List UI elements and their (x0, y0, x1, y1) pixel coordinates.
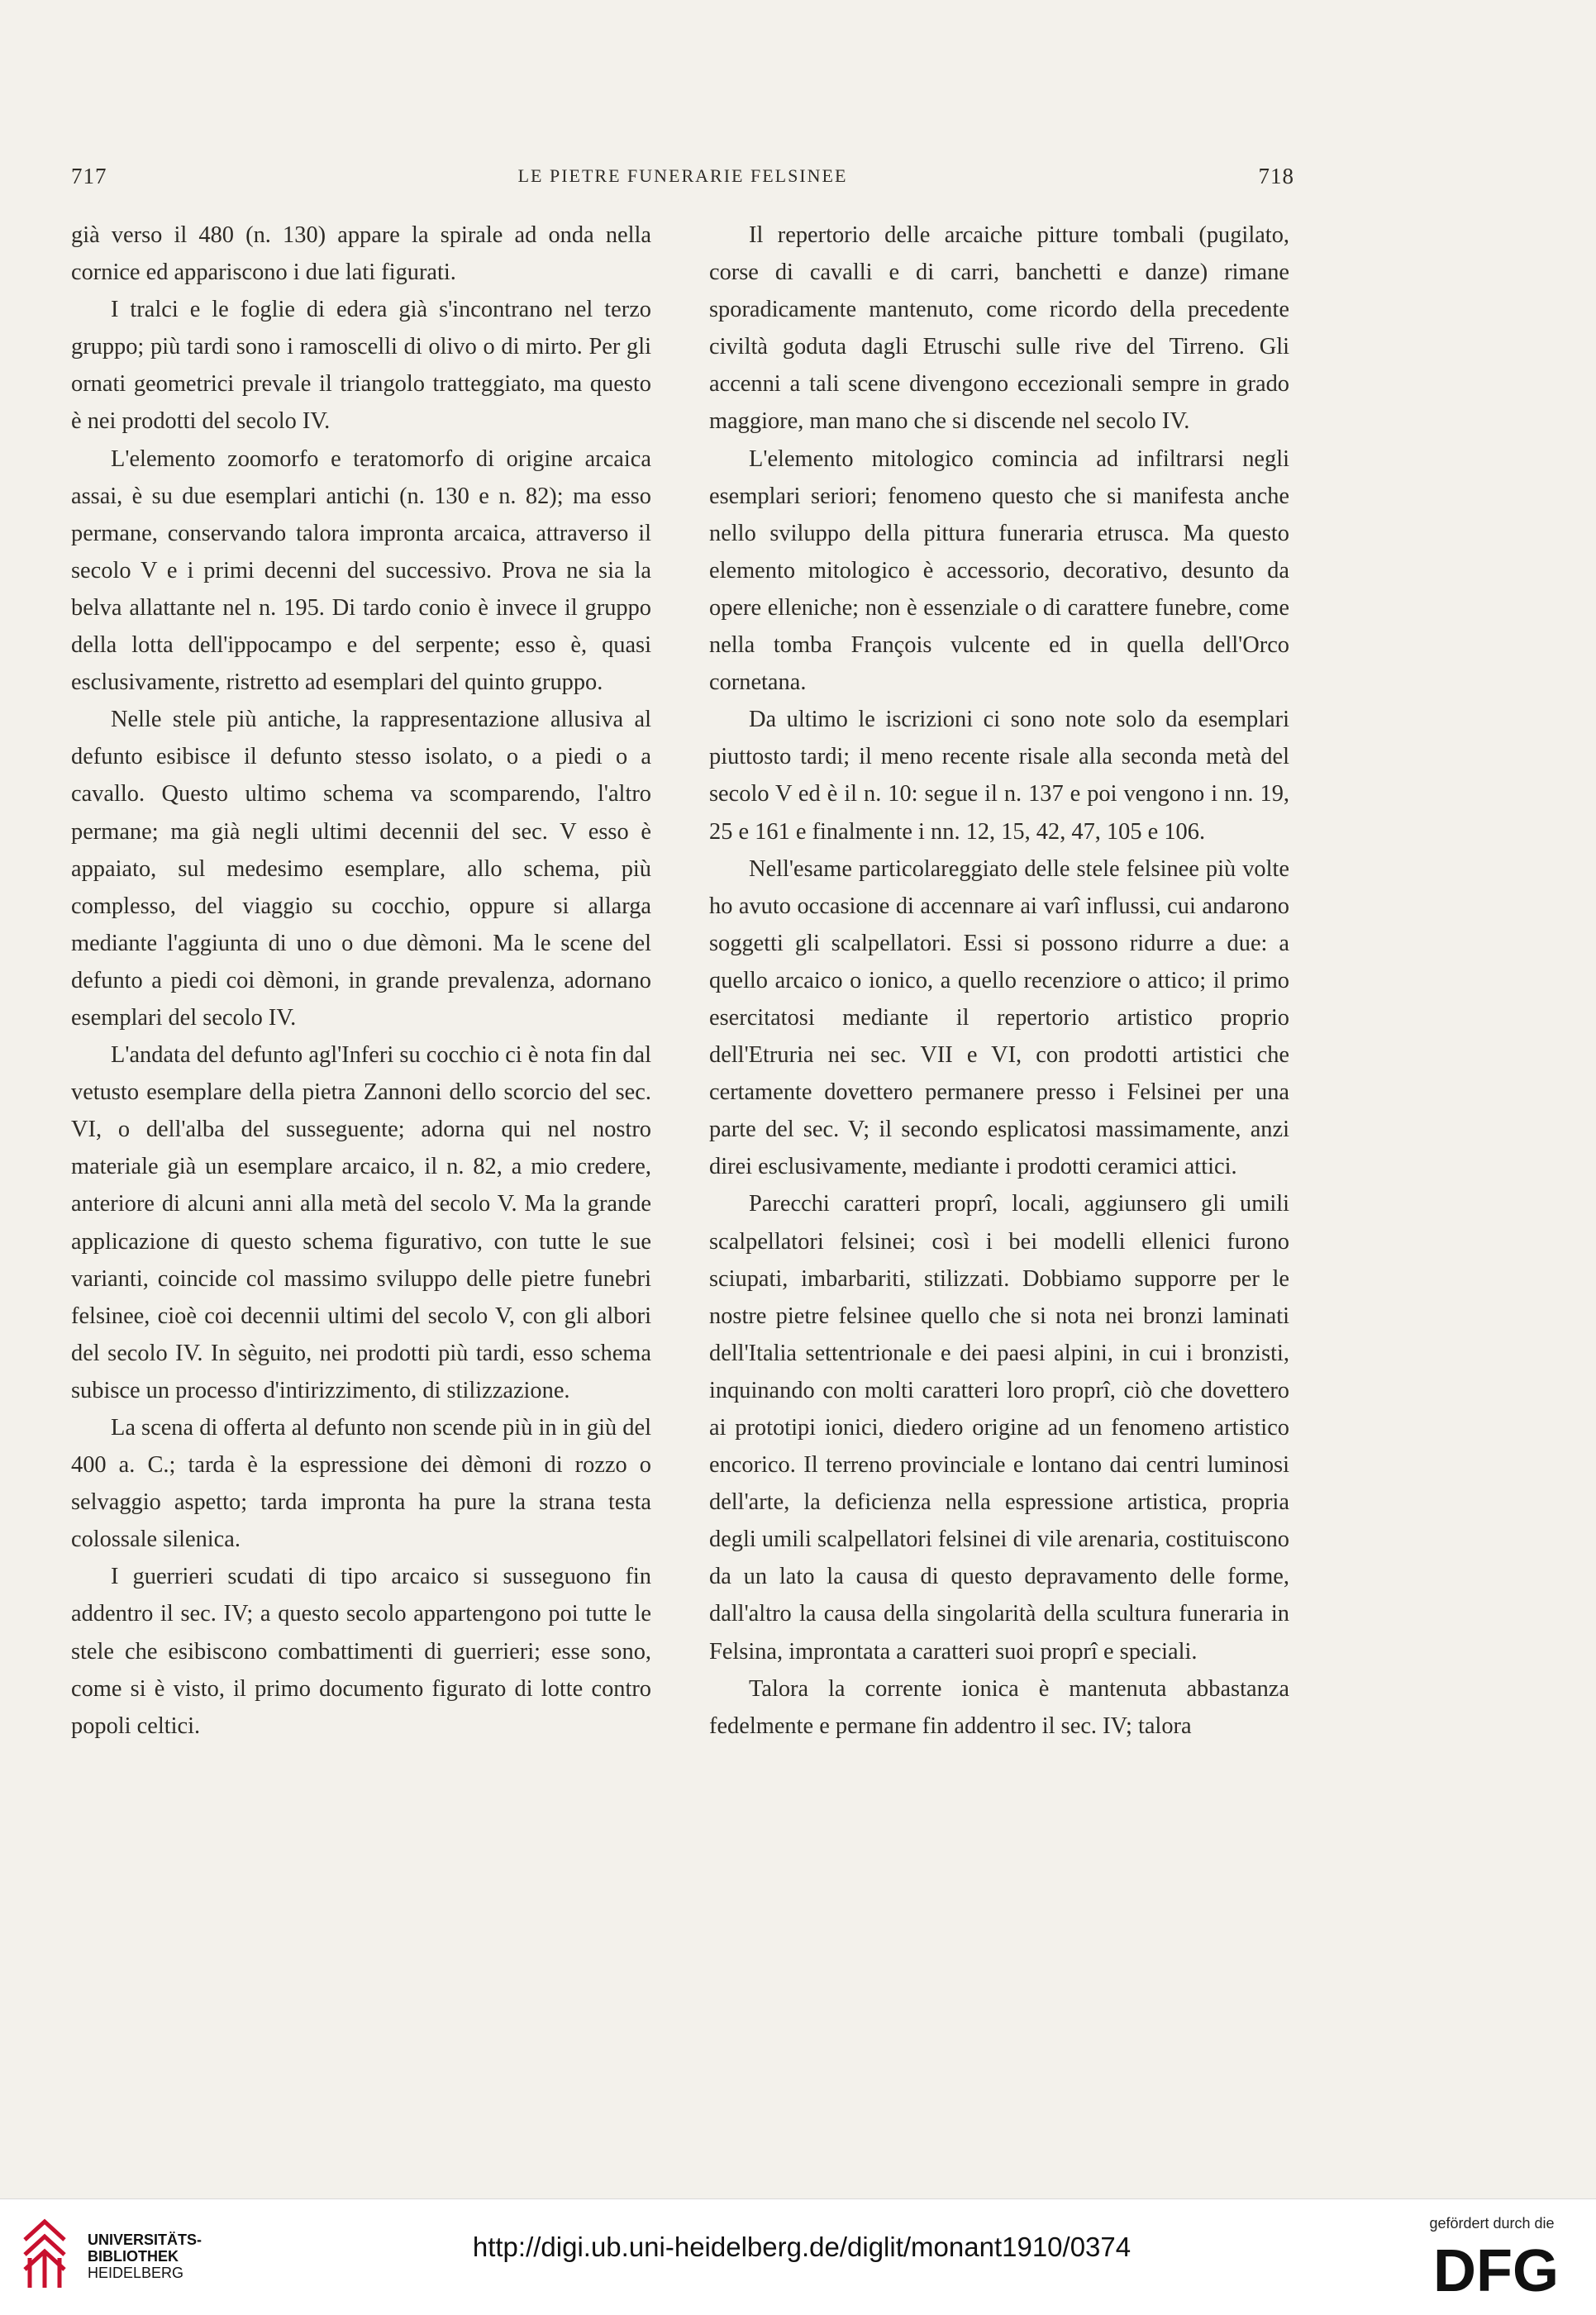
left-text-column (71, 217, 651, 1745)
library-emblem-icon (20, 2215, 78, 2294)
left-page-number: 717 (71, 164, 107, 188)
paragraph: La scena di offerta al defunto non scende più in in giù del 400 a. C.; tarda è la espressione dei dèmoni di rozzo o selvaggio aspetto; tarda impronta ha pure la strana testa colossale silenica. (71, 1415, 651, 1553)
paragraph: L'andata del defunto agl'Inferi su cocchio ci è nota fin dal vetusto esemplare della pietra Zannoni dello scorcio del sec. VI, o dell'alba del susseguente; adorna qui nel nostro materiale già un esemplare arcaico, il n. 82, a mio credere, anteriore di alcuni anni alla metà del secolo V. Ma la grande applicazione di questo schema figurativo, con tutte le sue varianti, coincide col massimo sviluppo delle pietre funebri felsinee, cioè coi decennii ultimi del secolo V, con gli albori del secolo IV. In sèguito, nei prodotti più tardi, esso schema subisce un processo d'intirizzimento, di stilizzazione. (71, 1042, 651, 1403)
university-library-logo[interactable] (20, 2213, 218, 2296)
paragraph: Talora la corrente ionica è mantenuta abbastanza fedelmente e permane fin addentro il sec. IV; talora (709, 1675, 1289, 1739)
funder-text: DFG (1433, 2241, 1559, 2296)
running-title: LE PIETRE FUNERARIE FELSINEE (517, 165, 848, 186)
paragraph: Parecchi caratteri proprî, locali, aggiunsero gli umili scalpellatori felsinei; così i bei modelli ellenici furono sciupati, imbarbariti, stilizzati. Dobbiamo supporre per le nostre pietre felsinee quello che si nota nei bronzi laminati dell'Italia settentrionale e dei paesi alpini, in cui i bronzisti, inquinando con molti caratteri loro proprî, ciò che dovettero ai prototipi ionici, diedero origine ad un fenomeno artistico encorico. Il terreno provinciale e lontano dai centri luminosi dell'arte, la deficienza nella espressione artistica, propria degli umili scalpellatori felsinei di vile arenaria, costituiscono da un lato la causa di questo depravamento delle forme, dall'altro la causa della singolarità della scultura funeraria in Felsina, improntata a caratteri suoi proprî e speciali. (709, 1191, 1289, 1665)
library-name-line: HEIDELBERG (88, 2265, 184, 2281)
paragraph: L'elemento mitologico comincia ad infiltrarsi negli esemplari seriori; fenomeno questo che si manifesta anche nello sviluppo della pittura funeraria etrusca. Ma questo elemento mitologico è accessorio, decorativo, desunto da opere elleniche; non è essenziale o di carattere funebre, come nella tomba François vulcente ed in quella dell'Orco cornetana. (709, 445, 1289, 696)
right-text-column (709, 217, 1289, 1745)
paragraph: Nell'esame particolareggiato delle stele felsinee più volte ho avuto occasione di accennare ai varî influssi, cui andarono soggetti gli scalpellatori. Essi si possono ridurre a due: a quello arcaico o ionico, a quello recenziore o attico; il primo esercitatosi mediante il repertorio artistico proprio dell'Etruria nei sec. VII e VI, con prodotti artistici che certamente dovettero permanere presso i Felsinei per una parte del sec. V; il secondo esplicatosi massimamente, anzi direi esclusivamente, mediante i prodotti ceramici attici. (709, 855, 1289, 1180)
paragraph: L'elemento zoomorfo e teratomorfo di origine arcaica assai, è su due esemplari antichi (n. 130 e n. 82); ma esso permane, conservando talora impronta arcaica, attraverso il secolo V e i primi decenni del successivo. Prova ne sia la belva allattante nel n. 195. Di tardo conio è invece il gruppo della lotta dell'ippocampo e del serpente; esso è, quasi esclusivamente, ristretto ad esemplari del quinto gruppo. (71, 445, 651, 696)
paragraph: I tralci e le foglie di edera già s'incontrano nel terzo gruppo; più tardi sono i ramoscelli di olivo o di mirto. Per gli ornati geometrici prevale il triangolo tratteggiato, ma questo è nei prodotti del secolo IV. (71, 297, 651, 435)
library-name-line: BIBLIOTHEK (88, 2248, 179, 2265)
paragraph: Da ultimo le iscrizioni ci sono note solo da esemplari piuttosto tardi; il meno recente risale alla seconda metà del secolo V ed è il n. 10: segue il n. 137 e poi vengono i nn. 19, 25 e 161 e finalmente i nn. 12, 15, 42, 47, 105 e 106. (709, 707, 1289, 845)
permalink-url[interactable]: http://digi.ub.uni-heidelberg.de/diglit/monant1910/0374 (472, 2232, 1131, 2262)
library-name-line: UNIVERSITÄTS- (88, 2232, 202, 2248)
paragraph: I guerrieri scudati di tipo arcaico si susseguono fin addentro il sec. IV; a questo secolo appartengono poi tutte le stele che esibiscono combattimenti di guerrieri; esse sono, come si è visto, il primo documento figurato di lotte contro popoli celtici. (71, 1564, 651, 1739)
paragraph: Il repertorio delle arcaiche pitture tombali (pugilato, corse di cavalli e di carri, banchetti e danze) rimane sporadicamente mantenuto, come ricordo della precedente civiltà goduta dagli Etruschi sulle rive del Tirreno. Gli accenni a tali scene divengono eccezionali sempre in grado maggiore, man mano che si discende nel secolo IV. (709, 222, 1289, 435)
funding-label: gefördert durch die (1429, 2215, 1555, 2232)
running-header (71, 164, 1294, 197)
library-name (88, 2232, 202, 2281)
right-page-number: 718 (1258, 164, 1294, 188)
paragraph: già verso il 480 (n. 130) appare la spirale ad onda nella cornice ed appariscono i due lati figurati. (71, 222, 651, 286)
paragraph: Nelle stele più antiche, la rappresentazione allusiva al defunto esibisce il defunto stesso isolato, o a piedi o a cavallo. Questo ultimo schema va scomparendo, l'altro permane; ma già negli ultimi decennii del sec. V esso è appaiato, sul medesimo esemplare, allo schema, più complesso, del viaggio su cocchio, oppure si allarga mediante l'aggiunta di uno o due dèmoni. Ma le scene del defunto a piedi coi dèmoni, in grande prevalenza, adornano esemplari del secolo IV. (71, 707, 651, 1031)
dfg-logo[interactable] (1417, 2241, 1575, 2296)
